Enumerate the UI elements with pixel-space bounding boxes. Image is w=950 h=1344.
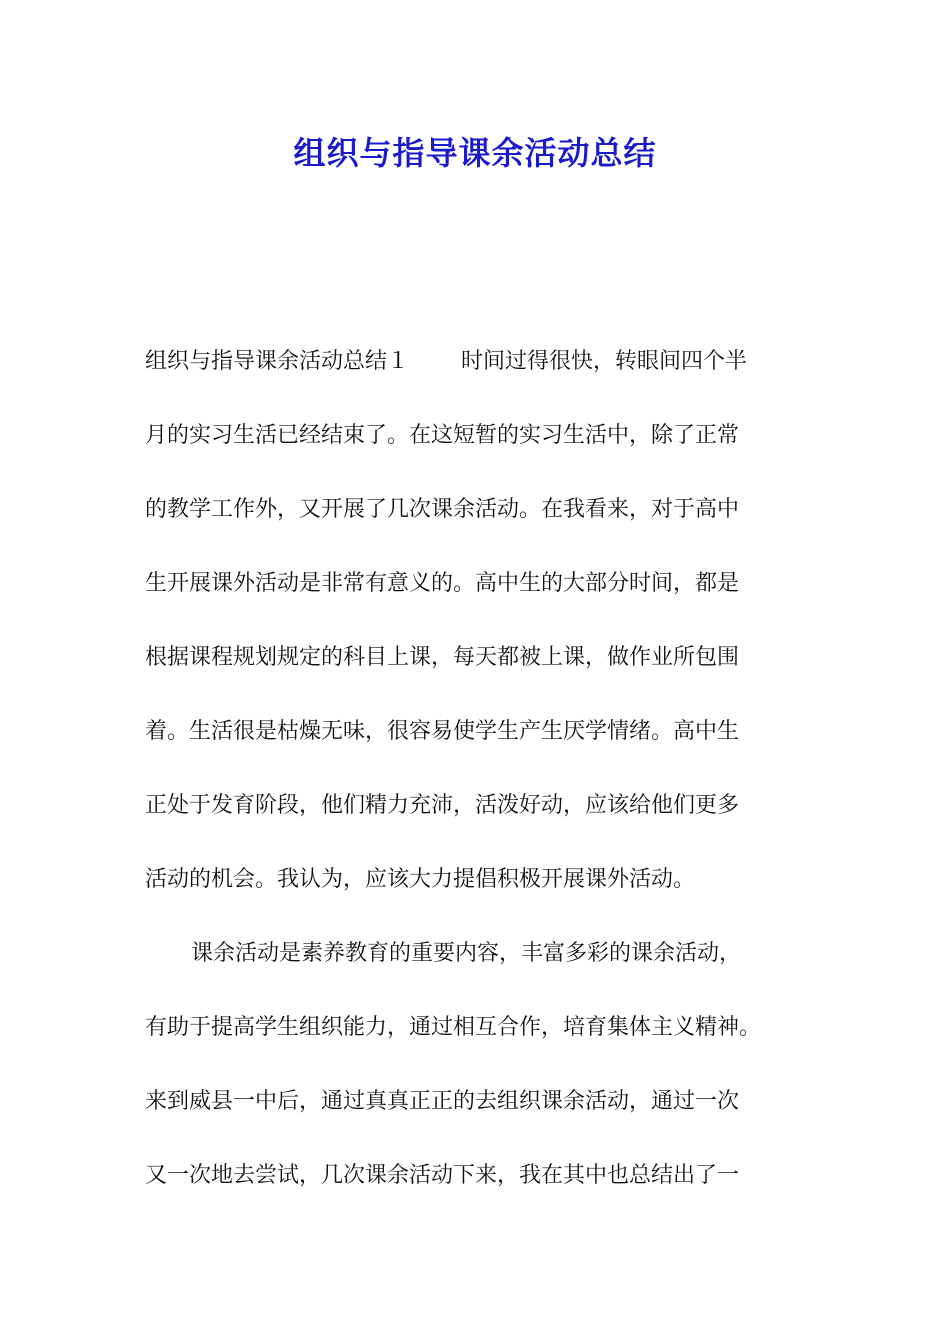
body-line-8: 活动的机会。我认为，应该大力提倡积极开展课外活动。 (145, 867, 696, 892)
body-line-11: 来到威县一中后，通过真真正正的去组织课余活动，通过一次 (145, 1089, 740, 1114)
paragraph-start: 课余活动是素养教育的重要内容，丰富多彩的课余活动， (191, 941, 742, 966)
body-line-7: 正处于发育阶段，他们精力充沛，活泼好动，应该给他们更多 (145, 793, 740, 818)
document-title: 组织与指导课余活动总结 (293, 134, 657, 172)
body-text: 时间过得很快，转眼间四个半 (461, 349, 748, 374)
body-line-6: 着。生活很是枯燥无味，很容易使学生产生厌学情绪。高中生 (145, 719, 740, 744)
body-line-10: 有助于提高学生组织能力，通过相互合作，培育集体主义精神。 (145, 1015, 762, 1040)
body-line-9 (145, 939, 741, 969)
body-line-1 (145, 347, 747, 377)
body-line-4: 生开展课外活动是非常有意义的。高中生的大部分时间，都是 (145, 571, 740, 596)
body-line-5: 根据课程规划规定的科目上课，每天都被上课，做作业所包围 (145, 645, 740, 670)
inline-heading: 组织与指导课余活动总结１ (145, 349, 410, 374)
body-line-12: 又一次地去尝试，几次课余活动下来，我在其中也总结出了一 (145, 1163, 740, 1188)
body-line-3: 的教学工作外，又开展了几次课余活动。在我看来，对于高中 (145, 497, 740, 522)
body-line-2: 月的实习生活已经结束了。在这短暂的实习生活中，除了正常 (145, 423, 740, 448)
